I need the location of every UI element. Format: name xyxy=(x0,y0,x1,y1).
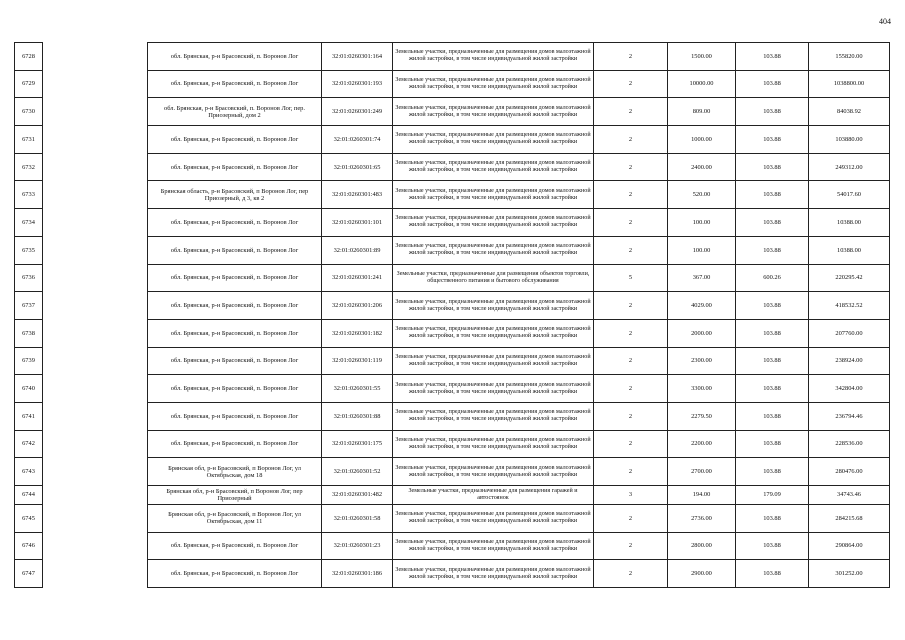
cell-land-use: Земельные участки, предназначенные для размещения домов малоэтажной жилой застройки, в том числе индивидуальной жилой застройки xyxy=(393,43,594,71)
cell-row-number: 6743 xyxy=(15,458,43,486)
cell-land-use: Земельные участки, предназначенные для размещения гаражей и автостоянок xyxy=(393,486,594,505)
cell-address: обл. Брянская, р-н Брасовский, п. Воронов Лог xyxy=(148,126,322,154)
table-row xyxy=(15,532,890,560)
cell-address: обл. Брянская, р-н Брасовский, п. Воронов Лог xyxy=(148,209,322,237)
cell-land-use: Земельные участки, предназначенные для размещения домов малоэтажной жилой застройки, в том числе индивидуальной жилой застройки xyxy=(393,532,594,560)
cell-row-number: 6737 xyxy=(15,292,43,320)
cell-cadastral-number: 32:01:0260301:58 xyxy=(322,505,393,533)
cell-specific-value: 103.88 xyxy=(736,126,809,154)
cell-area: 2400.00 xyxy=(668,153,736,181)
cell-address: обл. Брянская, р-н Брасовский, п. Воронов Лог xyxy=(148,402,322,430)
cell-specific-value: 179.09 xyxy=(736,486,809,505)
cell-address: обл. Брянская, р-н Брасовский, п. Воронов Лог xyxy=(148,347,322,375)
cell-area: 194.00 xyxy=(668,486,736,505)
cell-address: Брянская обл, р-н Брасовский, п Воронов Лог, ул Октябрьская, дом 18 xyxy=(148,458,322,486)
cell-use-group: 2 xyxy=(594,236,668,264)
cell-address: обл. Брянская, р-н Брасовский, п. Воронов Лог xyxy=(148,43,322,71)
cell-empty xyxy=(43,43,148,71)
cell-cadastral-number: 32:01:0260301:119 xyxy=(322,347,393,375)
cell-cadastral-number: 32:01:0260301:65 xyxy=(322,153,393,181)
table-row xyxy=(15,402,890,430)
cell-cadastral-value: 236794.46 xyxy=(809,402,890,430)
cell-area: 2200.00 xyxy=(668,430,736,458)
cell-cadastral-number: 32:01:0260301:23 xyxy=(322,532,393,560)
cell-cadastral-number: 32:01:0260301:193 xyxy=(322,70,393,98)
cell-empty xyxy=(43,375,148,403)
cell-cadastral-number: 32:01:0260301:249 xyxy=(322,98,393,126)
cell-use-group: 2 xyxy=(594,430,668,458)
cell-address: обл. Брянская, р-н Брасовский, п. Воронов Лог xyxy=(148,264,322,292)
table-row xyxy=(15,486,890,505)
cell-area: 100.00 xyxy=(668,236,736,264)
cell-empty xyxy=(43,98,148,126)
cell-land-use: Земельные участки, предназначенные для размещения домов малоэтажной жилой застройки, в том числе индивидуальной жилой застройки xyxy=(393,236,594,264)
cell-address: обл. Брянская, р-н Брасовский, п. Воронов Лог, пер. Приозерный, дом 2 xyxy=(148,98,322,126)
cell-land-use: Земельные участки, предназначенные для размещения домов малоэтажной жилой застройки, в том числе индивидуальной жилой застройки xyxy=(393,292,594,320)
cell-area: 1500.00 xyxy=(668,43,736,71)
cell-cadastral-number: 32:01:0260301:182 xyxy=(322,319,393,347)
cell-land-use: Земельные участки, предназначенные для размещения домов малоэтажной жилой застройки, в том числе индивидуальной жилой застройки xyxy=(393,375,594,403)
cell-specific-value: 103.88 xyxy=(736,505,809,533)
cell-specific-value: 103.88 xyxy=(736,458,809,486)
cell-specific-value: 103.88 xyxy=(736,98,809,126)
cell-area: 2736.00 xyxy=(668,505,736,533)
table-row xyxy=(15,43,890,71)
cell-cadastral-value: 238924.00 xyxy=(809,347,890,375)
cell-cadastral-number: 32:01:0260301:52 xyxy=(322,458,393,486)
cell-use-group: 2 xyxy=(594,347,668,375)
cell-use-group: 2 xyxy=(594,209,668,237)
cell-empty xyxy=(43,209,148,237)
cell-row-number: 6742 xyxy=(15,430,43,458)
cell-cadastral-value: 290864.00 xyxy=(809,532,890,560)
table-body xyxy=(15,43,890,588)
table-row xyxy=(15,319,890,347)
cell-empty xyxy=(43,236,148,264)
cell-cadastral-value: 342804.00 xyxy=(809,375,890,403)
table-row xyxy=(15,292,890,320)
cell-area: 2700.00 xyxy=(668,458,736,486)
cell-address: обл. Брянская, р-н Брасовский, п. Воронов Лог xyxy=(148,292,322,320)
cell-address: обл. Брянская, р-н Брасовский, п. Воронов Лог xyxy=(148,70,322,98)
cell-use-group: 2 xyxy=(594,70,668,98)
cell-land-use: Земельные участки, предназначенные для размещения домов малоэтажной жилой застройки, в том числе индивидуальной жилой застройки xyxy=(393,70,594,98)
cell-land-use: Земельные участки, предназначенные для размещения домов малоэтажной жилой застройки, в том числе индивидуальной жилой застройки xyxy=(393,319,594,347)
cell-cadastral-value: 10388.00 xyxy=(809,209,890,237)
cell-area: 809.00 xyxy=(668,98,736,126)
cell-row-number: 6732 xyxy=(15,153,43,181)
cell-specific-value: 103.88 xyxy=(736,532,809,560)
cell-land-use: Земельные участки, предназначенные для размещения домов малоэтажной жилой застройки, в том числе индивидуальной жилой застройки xyxy=(393,98,594,126)
table-row xyxy=(15,236,890,264)
cell-specific-value: 103.88 xyxy=(736,43,809,71)
cell-address: обл. Брянская, р-н Брасовский, п. Воронов Лог xyxy=(148,532,322,560)
cell-row-number: 6747 xyxy=(15,560,43,588)
cell-empty xyxy=(43,402,148,430)
cell-use-group: 2 xyxy=(594,505,668,533)
cell-empty xyxy=(43,264,148,292)
cell-address: обл. Брянская, р-н Брасовский, п. Воронов Лог xyxy=(148,375,322,403)
cell-row-number: 6739 xyxy=(15,347,43,375)
cell-area: 2900.00 xyxy=(668,560,736,588)
cell-land-use: Земельные участки, предназначенные для размещения домов малоэтажной жилой застройки, в том числе индивидуальной жилой застройки xyxy=(393,505,594,533)
cell-cadastral-number: 32:01:0260301:241 xyxy=(322,264,393,292)
table-row xyxy=(15,347,890,375)
cell-area: 10000.00 xyxy=(668,70,736,98)
cell-area: 4029.00 xyxy=(668,292,736,320)
cell-empty xyxy=(43,505,148,533)
cell-cadastral-value: 155820.00 xyxy=(809,43,890,71)
cell-use-group: 2 xyxy=(594,43,668,71)
cell-use-group: 3 xyxy=(594,486,668,505)
cell-cadastral-value: 10388.00 xyxy=(809,236,890,264)
cell-cadastral-value: 284215.68 xyxy=(809,505,890,533)
cell-specific-value: 103.88 xyxy=(736,153,809,181)
table-row xyxy=(15,126,890,154)
cell-specific-value: 103.88 xyxy=(736,347,809,375)
cell-area: 2000.00 xyxy=(668,319,736,347)
cell-row-number: 6740 xyxy=(15,375,43,403)
cell-cadastral-value: 84038.92 xyxy=(809,98,890,126)
cell-cadastral-number: 32:01:0260301:186 xyxy=(322,560,393,588)
cell-specific-value: 600.26 xyxy=(736,264,809,292)
table-row xyxy=(15,505,890,533)
cell-row-number: 6738 xyxy=(15,319,43,347)
cell-specific-value: 103.88 xyxy=(736,402,809,430)
cell-use-group: 2 xyxy=(594,375,668,403)
cell-use-group: 2 xyxy=(594,532,668,560)
cell-specific-value: 103.88 xyxy=(736,292,809,320)
cadastral-value-table xyxy=(14,42,890,588)
cell-use-group: 2 xyxy=(594,126,668,154)
cell-empty xyxy=(43,126,148,154)
cell-cadastral-value: 249312.00 xyxy=(809,153,890,181)
cell-land-use: Земельные участки, предназначенные для размещения домов малоэтажной жилой застройки, в том числе индивидуальной жилой застройки xyxy=(393,560,594,588)
cell-address: обл. Брянская, р-н Брасовский, п. Воронов Лог xyxy=(148,560,322,588)
cell-row-number: 6733 xyxy=(15,181,43,209)
cell-land-use: Земельные участки, предназначенные для размещения домов малоэтажной жилой застройки, в том числе индивидуальной жилой застройки xyxy=(393,347,594,375)
cell-row-number: 6731 xyxy=(15,126,43,154)
cell-area: 2300.00 xyxy=(668,347,736,375)
cell-empty xyxy=(43,560,148,588)
table-row xyxy=(15,430,890,458)
cell-area: 1000.00 xyxy=(668,126,736,154)
cell-specific-value: 103.88 xyxy=(736,209,809,237)
cell-area: 3300.00 xyxy=(668,375,736,403)
cell-row-number: 6734 xyxy=(15,209,43,237)
cell-empty xyxy=(43,153,148,181)
cell-empty xyxy=(43,532,148,560)
cell-empty xyxy=(43,458,148,486)
cell-cadastral-number: 32:01:0260301:89 xyxy=(322,236,393,264)
cell-cadastral-number: 32:01:0260301:101 xyxy=(322,209,393,237)
cell-area: 2279.50 xyxy=(668,402,736,430)
cell-area: 100.00 xyxy=(668,209,736,237)
table-row xyxy=(15,153,890,181)
table-row xyxy=(15,98,890,126)
cell-use-group: 2 xyxy=(594,181,668,209)
cell-use-group: 2 xyxy=(594,98,668,126)
table-row xyxy=(15,375,890,403)
table-row xyxy=(15,181,890,209)
cell-address: Брянская обл, р-н Брасовский, п Воронов Лог, пер Приозерный xyxy=(148,486,322,505)
cell-cadastral-value: 34743.46 xyxy=(809,486,890,505)
cell-cadastral-value: 220295.42 xyxy=(809,264,890,292)
cell-use-group: 5 xyxy=(594,264,668,292)
cell-empty xyxy=(43,430,148,458)
cell-row-number: 6744 xyxy=(15,486,43,505)
cell-address: обл. Брянская, р-н Брасовский, п. Воронов Лог xyxy=(148,430,322,458)
cell-row-number: 6746 xyxy=(15,532,43,560)
cell-empty xyxy=(43,70,148,98)
cell-cadastral-number: 32:01:0260301:164 xyxy=(322,43,393,71)
cell-row-number: 6745 xyxy=(15,505,43,533)
cell-address: обл. Брянская, р-н Брасовский, п. Воронов Лог xyxy=(148,153,322,181)
cell-use-group: 2 xyxy=(594,560,668,588)
cell-cadastral-number: 32:01:0260301:482 xyxy=(322,486,393,505)
cell-cadastral-value: 228536.00 xyxy=(809,430,890,458)
cell-use-group: 2 xyxy=(594,292,668,320)
cell-row-number: 6730 xyxy=(15,98,43,126)
cell-use-group: 2 xyxy=(594,458,668,486)
cell-cadastral-value: 280476.00 xyxy=(809,458,890,486)
cell-row-number: 6729 xyxy=(15,70,43,98)
cell-specific-value: 103.88 xyxy=(736,560,809,588)
cell-specific-value: 103.88 xyxy=(736,236,809,264)
cell-empty xyxy=(43,181,148,209)
cell-empty xyxy=(43,347,148,375)
table-row xyxy=(15,264,890,292)
cell-cadastral-value: 1038800.00 xyxy=(809,70,890,98)
cell-land-use: Земельные участки, предназначенные для размещения объектов торговли, общественного питания и бытового обслуживания xyxy=(393,264,594,292)
page-number: 404 xyxy=(879,17,891,26)
cell-cadastral-value: 301252.00 xyxy=(809,560,890,588)
cell-empty xyxy=(43,319,148,347)
cell-use-group: 2 xyxy=(594,402,668,430)
cell-specific-value: 103.88 xyxy=(736,181,809,209)
cell-specific-value: 103.88 xyxy=(736,430,809,458)
cell-cadastral-number: 32:01:0260301:175 xyxy=(322,430,393,458)
cell-cadastral-number: 32:01:0260301:55 xyxy=(322,375,393,403)
cell-use-group: 2 xyxy=(594,319,668,347)
cell-row-number: 6728 xyxy=(15,43,43,71)
cell-cadastral-number: 32:01:0260301:88 xyxy=(322,402,393,430)
cell-empty xyxy=(43,486,148,505)
cell-land-use: Земельные участки, предназначенные для размещения домов малоэтажной жилой застройки, в том числе индивидуальной жилой застройки xyxy=(393,209,594,237)
cell-address: обл. Брянская, р-н Брасовский, п. Воронов Лог xyxy=(148,236,322,264)
cell-area: 520.00 xyxy=(668,181,736,209)
cell-address: обл. Брянская, р-н Брасовский, п. Воронов Лог xyxy=(148,319,322,347)
cell-land-use: Земельные участки, предназначенные для размещения домов малоэтажной жилой застройки, в том числе индивидуальной жилой застройки xyxy=(393,402,594,430)
cell-row-number: 6741 xyxy=(15,402,43,430)
table-row xyxy=(15,458,890,486)
cell-specific-value: 103.88 xyxy=(736,319,809,347)
cell-cadastral-value: 103880.00 xyxy=(809,126,890,154)
cell-row-number: 6736 xyxy=(15,264,43,292)
cell-cadastral-number: 32:01:0260301:206 xyxy=(322,292,393,320)
cell-cadastral-number: 32:01:0260301:74 xyxy=(322,126,393,154)
table-row xyxy=(15,209,890,237)
cell-specific-value: 103.88 xyxy=(736,70,809,98)
cell-empty xyxy=(43,292,148,320)
cell-specific-value: 103.88 xyxy=(736,375,809,403)
cell-land-use: Земельные участки, предназначенные для размещения домов малоэтажной жилой застройки, в том числе индивидуальной жилой застройки xyxy=(393,153,594,181)
cell-cadastral-value: 54017.60 xyxy=(809,181,890,209)
table-row xyxy=(15,560,890,588)
table-row xyxy=(15,70,890,98)
cell-area: 367.00 xyxy=(668,264,736,292)
cell-address: Брянская область, р-н Брасовский, п Воронов Лог, пер Приозерный, д 3, кв 2 xyxy=(148,181,322,209)
cell-land-use: Земельные участки, предназначенные для размещения домов малоэтажной жилой застройки, в том числе индивидуальной жилой застройки xyxy=(393,430,594,458)
cell-row-number: 6735 xyxy=(15,236,43,264)
cell-cadastral-number: 32:01:0260301:483 xyxy=(322,181,393,209)
cell-land-use: Земельные участки, предназначенные для размещения домов малоэтажной жилой застройки, в том числе индивидуальной жилой застройки xyxy=(393,458,594,486)
cell-address: Брянская обл, р-н Брасовский, п Воронов Лог, ул Октябрьская, дом 11 xyxy=(148,505,322,533)
cell-cadastral-value: 207760.00 xyxy=(809,319,890,347)
cell-use-group: 2 xyxy=(594,153,668,181)
cell-area: 2800.00 xyxy=(668,532,736,560)
cell-land-use: Земельные участки, предназначенные для размещения домов малоэтажной жилой застройки, в том числе индивидуальной жилой застройки xyxy=(393,181,594,209)
cell-land-use: Земельные участки, предназначенные для размещения домов малоэтажной жилой застройки, в том числе индивидуальной жилой застройки xyxy=(393,126,594,154)
cell-cadastral-value: 418532.52 xyxy=(809,292,890,320)
